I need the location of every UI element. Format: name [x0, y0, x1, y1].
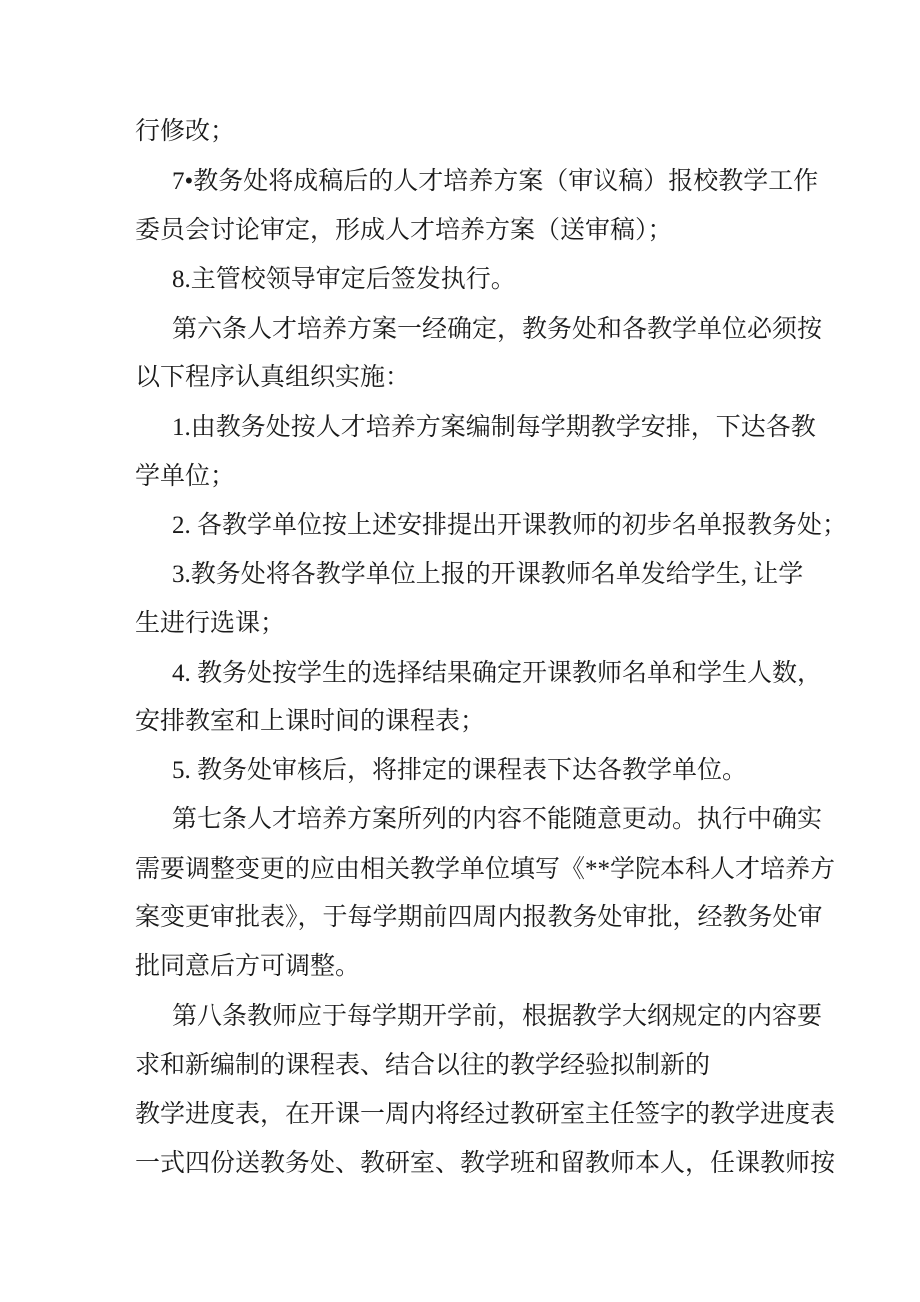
- text-line: 4. 教务处按学生的选择结果确定开课教师名单和学生人数，: [172, 660, 823, 687]
- text-line: 教学进度表，在开课一周内将经过教研室主任签字的教学进度表: [135, 1101, 836, 1128]
- text-line: 7•教务处将成稿后的人才培养方案（审议稿）报校教学工作: [172, 168, 819, 195]
- text-line: 安排教室和上课时间的课程表；: [135, 708, 486, 735]
- text-line: 2. 各教学单位按上述安排提出开课教师的初步名单报教务处；: [172, 512, 848, 539]
- text-line: 批同意后方可调整。: [135, 953, 361, 980]
- text-line: 第六条人才培养方案一经确定，教务处和各教学单位必须按: [172, 316, 823, 343]
- text-line: 第七条人才培养方案所列的内容不能随意更动。执行中确实: [172, 806, 823, 833]
- text-line: 求和新编制的课程表、结合以往的教学经验拟制新的: [135, 1052, 711, 1079]
- text-line: 一式四份送教务处、教研室、教学班和留教师本人，任课教师按: [135, 1150, 836, 1177]
- text-line: 3.教务处将各教学单位上报的开课教师名单发给学生, 让学: [172, 561, 804, 588]
- text-line: 生进行选课；: [135, 610, 286, 637]
- text-line: 第八条教师应于每学期开学前，根据教学大纲规定的内容要: [172, 1003, 823, 1030]
- text-line: 5. 教务处审核后，将排定的课程表下达各教学单位。: [172, 757, 748, 784]
- text-line: 8.主管校领导审定后签发执行。: [172, 266, 516, 293]
- text-line: 案变更审批表》，于每学期前四周内报教务处审批，经教务处审: [135, 904, 823, 931]
- text-line: 以下程序认真组织实施：: [135, 364, 411, 391]
- text-line: 学单位；: [135, 463, 236, 490]
- text-line: 1.由教务处按人才培养方案编制每学期教学安排，下达各教: [172, 414, 816, 441]
- text-line: 需要调整变更的应由相关教学单位填写《**学院本科人才培养方: [135, 856, 836, 883]
- text-line: 委员会讨论审定，形成人才培养方案（送审稿）；: [135, 217, 673, 244]
- text-line: 行修改；: [135, 118, 236, 145]
